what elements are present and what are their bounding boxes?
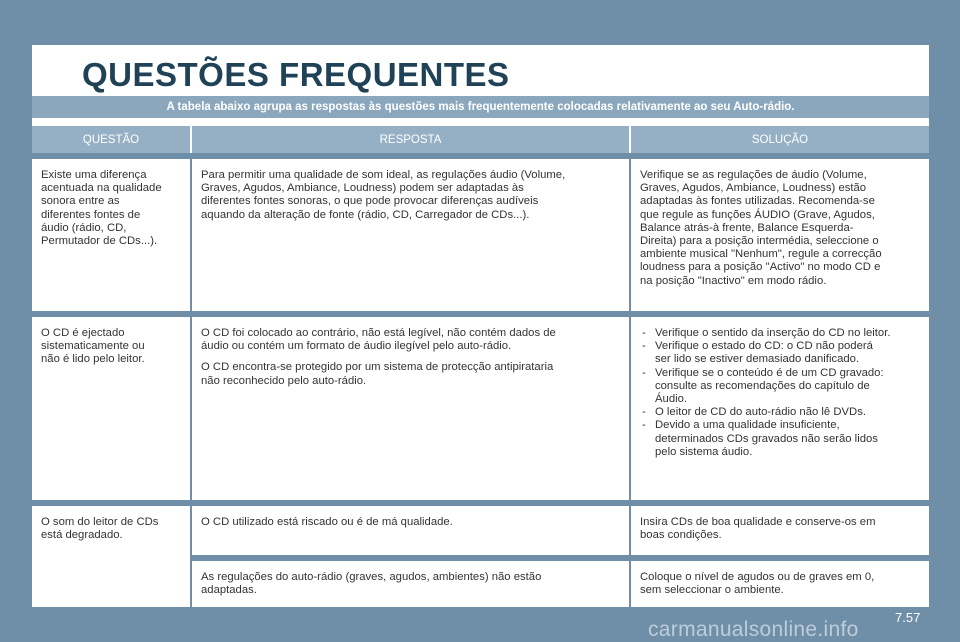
table-row-3a-answer xyxy=(192,506,629,555)
header-question: QUESTÃO xyxy=(32,126,190,153)
table-row-1-question xyxy=(32,159,190,311)
answer-text: O CD foi colocado ao contrário, não está legível, não contém dados de áudio ou contém um formato de áudio ilegível pelo auto-rádio. xyxy=(201,327,556,353)
page-number: 7.57 xyxy=(895,610,921,625)
list-item xyxy=(640,327,920,340)
list-item xyxy=(640,340,920,366)
table-row-1-answer xyxy=(192,159,629,311)
answer-text: Para permitir uma qualidade de som ideal, as regulações áudio (Volume, Graves, Agudos, Ambiance, Loudness) podem ser adaptadas às diferentes fontes sonoras, o que pode provocar diferenças audíveis aquando da alteração de fonte (rádio, CD, Carregador de CDs...). xyxy=(201,169,566,221)
list-item xyxy=(640,406,920,419)
list-item-text: Verifique o estado do CD: o CD não poderá ser lido se estiver demasiado danificado. xyxy=(655,340,873,366)
table-row-3b-solution xyxy=(631,561,929,607)
table-row-3-question xyxy=(32,506,190,607)
list-item-text: O leitor de CD do auto-rádio não lê DVDs. xyxy=(655,406,866,419)
table-row-2-question xyxy=(32,317,190,500)
answer-text: O CD encontra-se protegido por um sistema de protecção antipirataria não reconhecido pelo auto-rádio. xyxy=(201,361,554,387)
table-bottom-band xyxy=(32,607,929,617)
table-row-3a-solution xyxy=(631,506,929,555)
list-item-text: Verifique o sentido da inserção do CD no leitor. xyxy=(655,327,891,339)
answer-text: As regulações do auto-rádio (graves, agudos, ambientes) não estão adaptadas. xyxy=(201,571,542,597)
question-text: O CD é ejectado sistematicamente ou não é lido pelo leitor. xyxy=(41,327,145,366)
list-item-text: Verifique se o conteúdo é de um CD gravado: consulte as recomendações do capítulo de Áudio. xyxy=(655,366,884,406)
question-text: O som do leitor de CDs está degradado. xyxy=(41,516,159,542)
list-item xyxy=(640,367,920,407)
question-text: Existe uma diferença acentuada na qualidade sonora entre as diferentes fontes de áudio (rádio, CD, Permutador de CDs...). xyxy=(41,169,162,248)
table-row-3b-answer xyxy=(192,561,629,607)
header-solution: SOLUÇÃO xyxy=(631,126,929,153)
watermark: carmanualsonline.info xyxy=(648,618,859,641)
subtitle-bar xyxy=(32,96,929,118)
table-row-2-solution xyxy=(631,317,929,500)
solution-text: Coloque o nível de agudos ou de graves em 0, sem seleccionar o ambiente. xyxy=(640,571,875,597)
solution-text: Insira CDs de boa qualidade e conserve-os em boas condições. xyxy=(640,516,876,542)
list-item-text: Devido a uma qualidade insuficiente, determinados CDs gravados não serão lidos pelo sistema áudio. xyxy=(655,419,878,458)
solution-list xyxy=(640,327,920,459)
table-row-2-answer xyxy=(192,317,629,500)
page-title: QUESTÕES FREQUENTES xyxy=(82,56,510,93)
list-item xyxy=(640,419,920,459)
header-answer: RESPOSTA xyxy=(192,126,629,153)
solution-text: Verifique se as regulações de áudio (Volume, Graves, Agudos, Ambiance, Loudness) estão adaptadas às fontes utilizadas. Recomenda-se que regule as funções ÁUDIO (Grave, Agudos, Balance atrás-à frente, Balance Esquerda- Direita) para a posição intermédia, seleccione o ambiente musical "Nenhum", regule a correcção loudness para a posição "Activo" no modo CD e na posição "Inactivo" em modo rádio. xyxy=(640,169,882,287)
answer-text: O CD utilizado está riscado ou é de má qualidade. xyxy=(201,516,453,528)
table-row-1-solution xyxy=(631,159,929,311)
subtitle-text: A tabela abaixo agrupa as respostas às questões mais frequentemente colocadas relativamente ao seu Auto-rádio. xyxy=(166,101,795,113)
